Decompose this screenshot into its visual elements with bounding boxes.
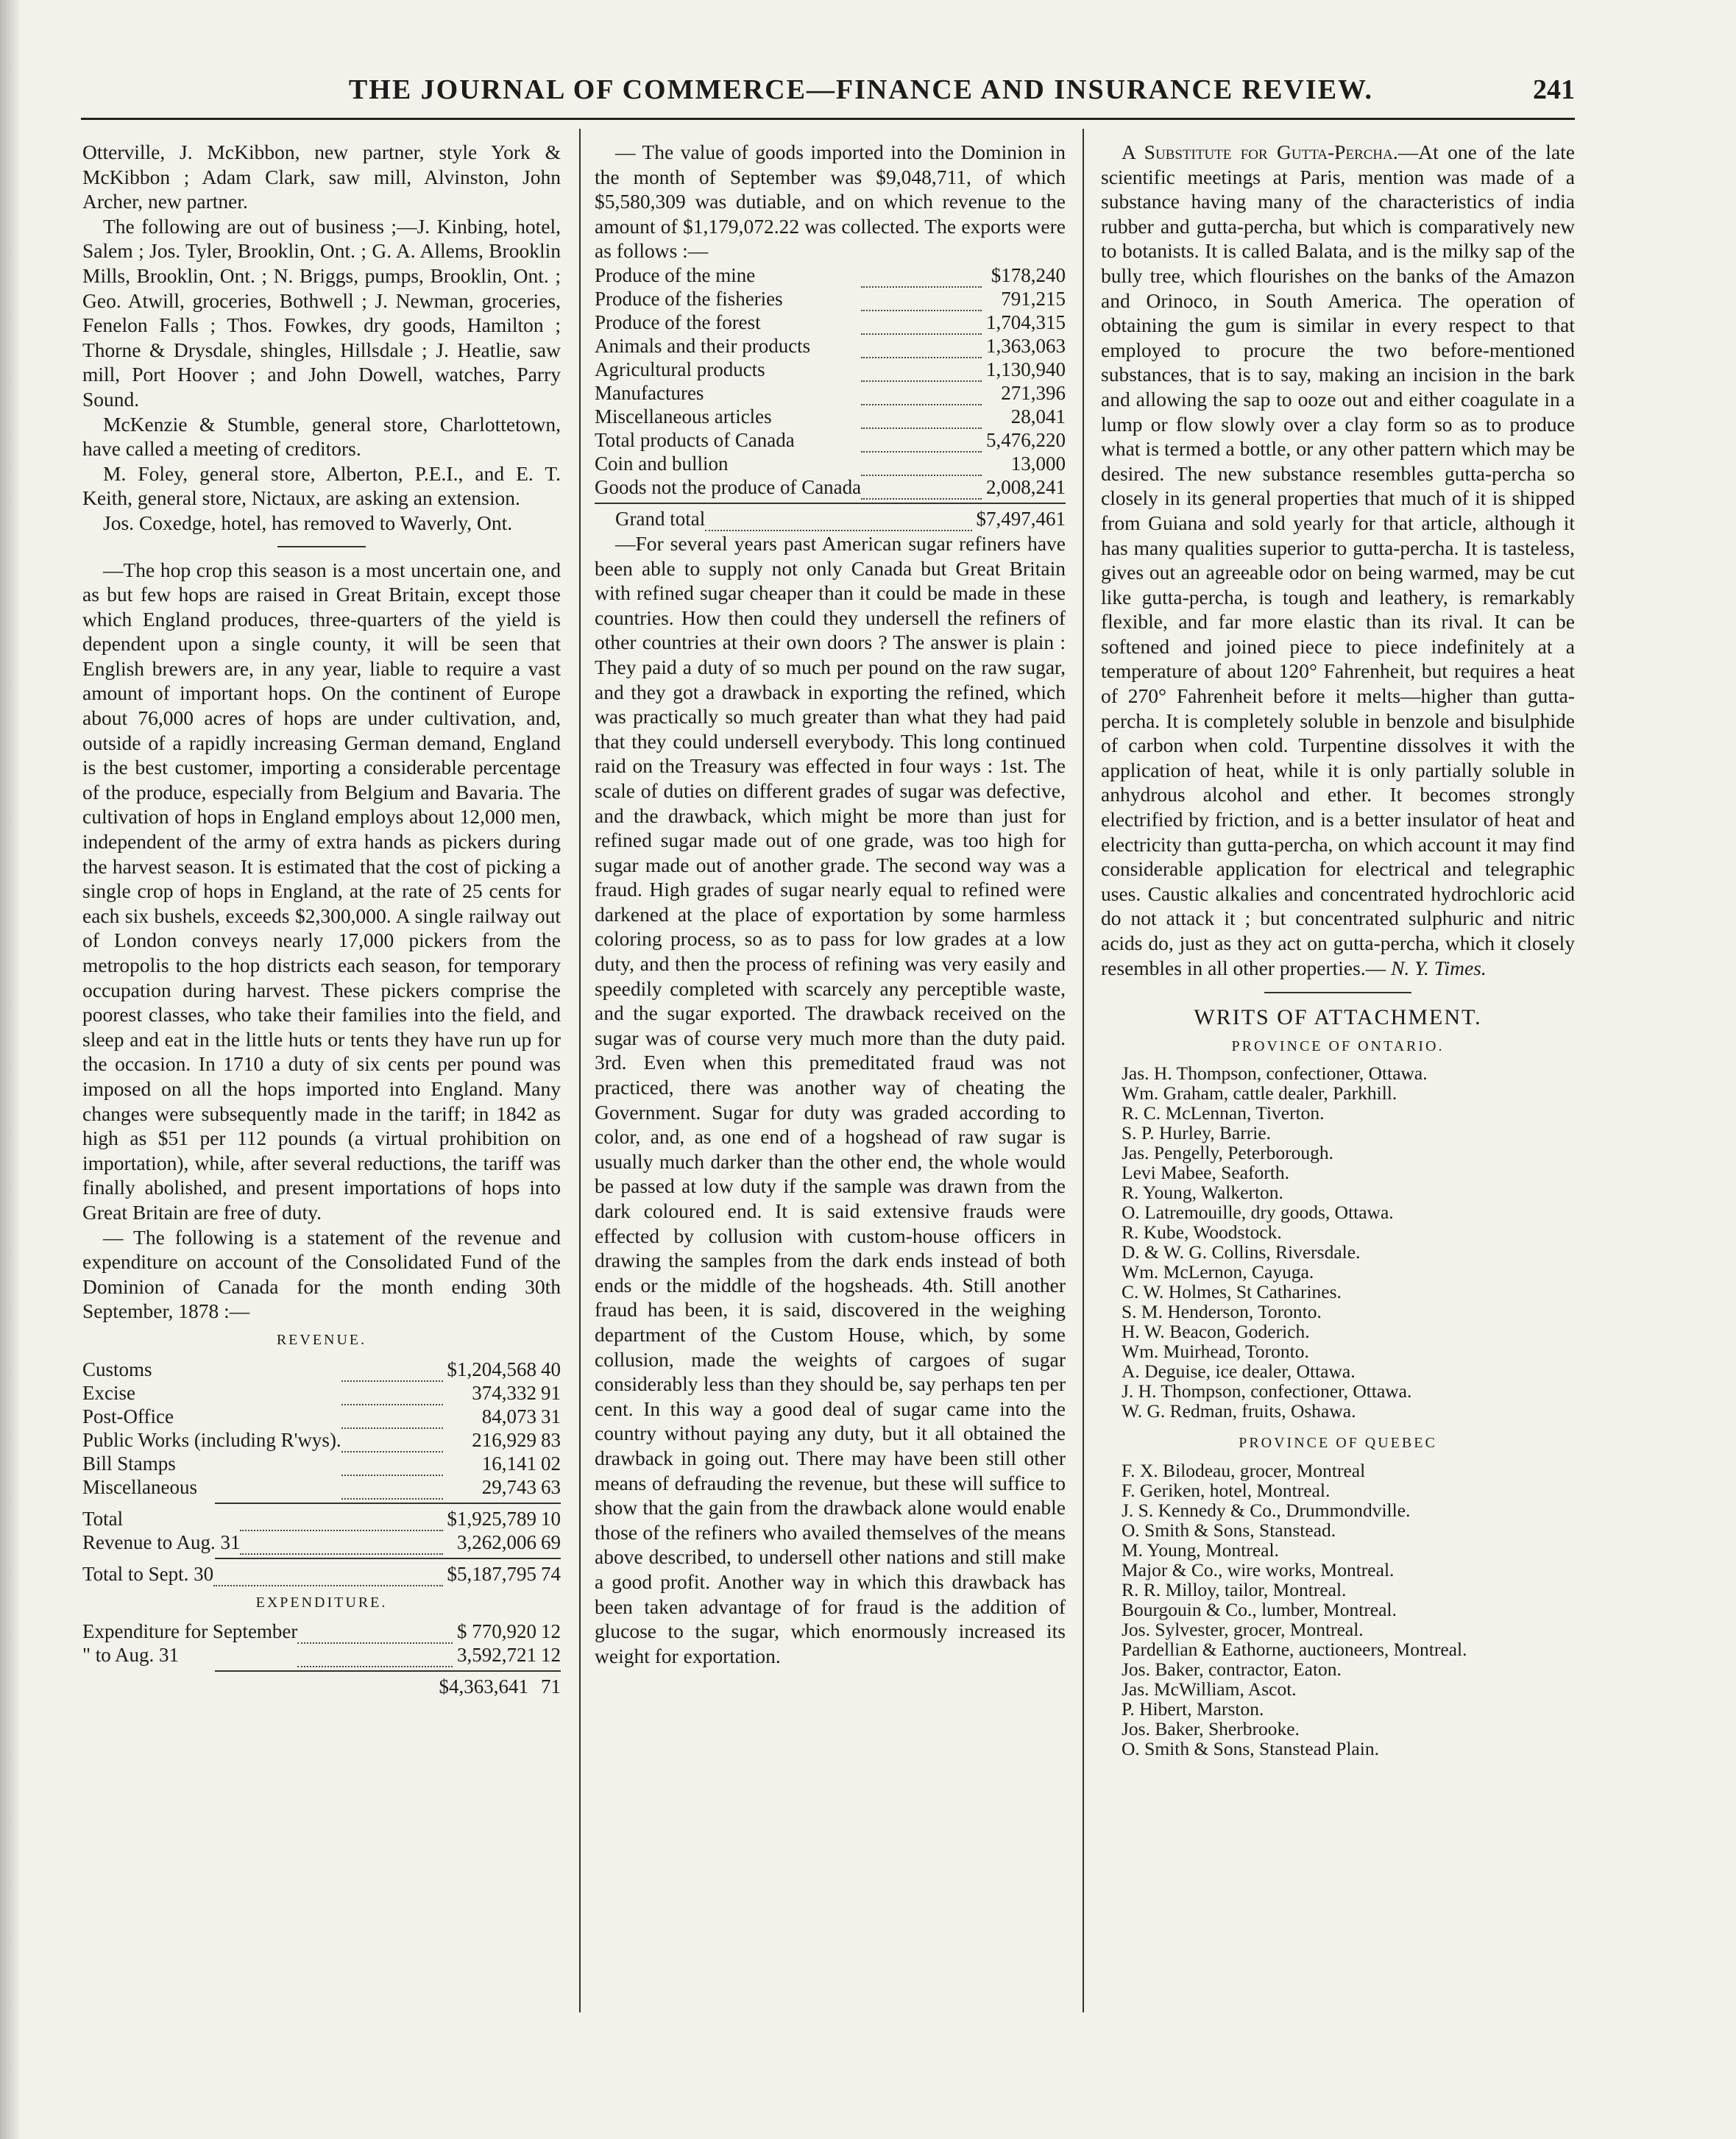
expenditure-total — [82, 1675, 561, 1698]
business-notice-1: Otterville, J. McKibbon, new partner, style York & McKibbon ; Adam Clark, saw mill, Alvinston, John Archer, new partner. — [82, 141, 561, 213]
exports-table — [595, 263, 1066, 500]
article-source: N. Y. Times. — [1391, 956, 1487, 979]
revenue-heading: REVENUE. — [276, 1331, 367, 1348]
column-divider-2 — [1083, 129, 1084, 2012]
table-row: Grand total $7,497,461 — [615, 507, 1066, 530]
list-item: S. M. Henderson, Toronto. — [1122, 1301, 1322, 1323]
ontario-writs-list — [1101, 1063, 1575, 1421]
list-item: Jas. H. Thompson, confectioner, Ottawa. — [1122, 1063, 1428, 1085]
list-item: A. Deguise, ice dealer, Ottawa. — [1122, 1361, 1356, 1383]
business-notice-3: McKenzie & Stumble, general store, Charlottetown, have called a meeting of creditors. — [82, 412, 561, 461]
list-item: D. & W. G. Collins, Riversdale. — [1122, 1241, 1361, 1263]
list-item: R. R. Milloy, tailor, Montreal. — [1122, 1578, 1347, 1600]
table-row: Public Works (including R'wys). 216,929 83 — [82, 1428, 561, 1451]
quebec-heading: PROVINCE OF QUEBEC — [1239, 1435, 1437, 1452]
expenditure-heading: EXPENDITURE. — [255, 1594, 388, 1611]
list-item: R. C. McLennan, Tiverton. — [1122, 1102, 1325, 1124]
hop-crop-article: —The hop crop this season is a most uncertain one, and as but few hops are raised in Great Britain, except those which England produces, three-quarters of the yield is dependent upon a single county, it will be seen that English brewers are, in any year, liable to require a vast amount of important hops. On the continent of Europe about 76,000 acres of hops are under cultivation, and, outside of a rapidly increasing German demand, England is the best customer, importing a considerable percentage of the produce, especially from Belgium and Bavaria. The cultivation of hops in England employs about 12,000 men, independent of the army of extra hands as pickers during the harvest season. It is estimated that the cost of picking a single crop of hops in England, at the rate of 25 cents for each six bushels, exceeds $2,300,000. A single railway out of London conveys nearly 17,000 pickers from the metropolis to the hop districts each season, for temporary occupation during harvest. These pickers comprise the poorest classes, who take their families into the field, and sleep and eat in the little huts or tents they have run up for the occasion. In 1710 a duty of six cents per pound was imposed on all the hops imported into England. Many changes were subsequently made in the tariff; in 1842 as high as $51 per 112 pounds (a virtual prohibition on importation), while, after several reductions, the tariff was finally abolished, and present importations of hops into Great Britain are free of duty. — [82, 558, 561, 1224]
table-row: Total products of Canada 5,476,220 — [595, 428, 1066, 451]
revenue-table — [82, 1358, 561, 1500]
separator — [277, 546, 366, 547]
column-1 — [82, 140, 561, 1698]
expenditure-table — [82, 1620, 561, 1667]
list-item: P. Hibert, Marston. — [1122, 1698, 1264, 1720]
list-item: Wm. McLernon, Cayuga. — [1122, 1261, 1314, 1283]
list-item: Jos. Sylvester, grocer, Montreal. — [1122, 1618, 1364, 1640]
list-item: H. W. Beacon, Goderich. — [1122, 1321, 1310, 1343]
list-item: Jas. McWilliam, Ascot. — [1122, 1678, 1297, 1700]
list-item: M. Young, Montreal. — [1122, 1539, 1279, 1561]
table-row: Coin and bullion 13,000 — [595, 452, 1066, 475]
table-row: Expenditure for September $ 770,920 12 — [82, 1620, 561, 1643]
table-row: Agricultural products 1,130,940 — [595, 358, 1066, 380]
list-item: Bourgouin & Co., lumber, Montreal. — [1122, 1598, 1397, 1620]
total-rule — [595, 503, 1066, 504]
list-item: Wm. Muirhead, Toronto. — [1122, 1341, 1309, 1363]
table-row: " to Aug. 31 3,592,721 12 — [82, 1644, 561, 1667]
separator — [1264, 992, 1411, 993]
column-3 — [1101, 140, 1575, 1759]
list-item: O. Smith & Sons, Stanstead Plain. — [1122, 1737, 1379, 1759]
total-rule — [215, 1558, 561, 1559]
table-row: Total $1,925,789 10 — [82, 1507, 561, 1530]
table-row: Manufactures 271,396 — [595, 381, 1066, 404]
article-lead: A Substitute for Gutta-Percha. — [1122, 141, 1398, 163]
table-row: Miscellaneous articles 28,041 — [595, 405, 1066, 428]
quebec-writs-list — [1101, 1461, 1575, 1759]
list-item: O. Smith & Sons, Stanstead. — [1122, 1519, 1336, 1541]
consolidated-fund-intro: — The following is a statement of the revenue and expenditure on account of the Consolidated Fund of the Dominion of Canada for the month ending 30th September, 1878 :— — [82, 1225, 561, 1323]
article-body: —At one of the late scientific meetings at Paris, mention was made of a substance having many of the characteristics of india rubber and gutta-percha, but which is comparatively new to botanists. It is called Balata, and is the milky sap of the bully tree, which flourishes on the banks of the Amazon and Orinoco, in South America. The operation of obtaining the gum is similar in every respect to that employed to procure the two before-mentioned substances, that is to say, making an incision in the bark and allowing the sap to ooze out and either coagulate in a lump or flow slowly over a clay form so as to produce what is termed a bottle, or any other pattern which may be desired. The new substance resembles gutta-percha so closely in its general properties that much of it is shipped from Guiana and sold yearly for that article, although it has many qualities superior to gutta-percha. It is tasteless, gives out an agreeable odor on being warmed, may be cut like gutta-percha, is tough and leathery, is remarkably flexible, and far more elastic than its rival. It can be softened and joined piece to piece indefinitely at a temperature of about 120° Fahrenheit, but requires a heat of 270° Fahrenheit before it melts—higher than gutta-percha. It is completely soluble in benzole and bisulphide of carbon when cold. Turpentine dissolves it with the application of heat, while it is only partially soluble in anhydrous alcohol and ether. It becomes strongly electrified by friction, and is a better insulator of heat and electricity than gutta-percha, on which account it may find considerable application for electrical and telegraphic uses. Caustic alkalies and concentrated hydrochloric acid do not attack it ; but concentrated sulphuric and nitric acids do, just as they act on gutta-percha, which it closely resembles in all other properties.— — [1101, 141, 1575, 979]
list-item: Pardellian & Eathorne, auctioneers, Montreal. — [1122, 1638, 1467, 1660]
total-rule — [215, 1503, 561, 1504]
column-divider-1 — [579, 129, 581, 2012]
table-row: Total to Sept. 30 $5,187,795 74 — [82, 1562, 561, 1585]
gutta-percha-article — [1101, 140, 1575, 980]
list-item: J. H. Thompson, confectioner, Ottawa. — [1122, 1380, 1412, 1402]
table-row: Bill Stamps 16,141 02 — [82, 1452, 561, 1475]
table-row: Produce of the forest 1,704,315 — [595, 311, 1066, 333]
list-item: Wm. Graham, cattle dealer, Parkhill. — [1122, 1082, 1397, 1104]
table-row: Animals and their products 1,363,063 — [595, 334, 1066, 357]
table-row: Miscellaneous 29,743 63 — [82, 1475, 561, 1498]
writs-heading: WRITS OF ATTACHMENT. — [1194, 1005, 1482, 1030]
list-item: F. X. Bilodeau, grocer, Montreal — [1122, 1459, 1366, 1481]
list-item: Levi Mabee, Seaforth. — [1122, 1162, 1289, 1184]
list-item: F. Geriken, hotel, Montreal. — [1122, 1479, 1331, 1501]
list-item: J. S. Kennedy & Co., Drummondville. — [1122, 1499, 1411, 1521]
list-item: Major & Co., wire works, Montreal. — [1122, 1558, 1395, 1581]
business-notice-2: The following are out of business ;—J. Kinbing, hotel, Salem ; Jos. Tyler, Brooklin, Ont. ; G. A. Allems, Brooklin Mills, Brooklin, Ont. ; N. Briggs, pumps, Brooklin, Ont. ; Geo. Atwill, groceries, Bothwell ; J. Newman, groceries, Fenelon Falls ; Thos. Fowkes, dry goods, Hamilton ; Thorne & Drysdale, shingles, Hillsdale ; J. Heatlie, saw mill, Port Hoover ; and John Dowell, watches, Parry Sound. — [82, 214, 561, 411]
total-to-sept — [82, 1562, 561, 1586]
journal-title: THE JOURNAL OF COMMERCE—FINANCE AND INSURANCE REVIEW. — [348, 74, 1374, 105]
business-notice-5: Jos. Coxedge, hotel, has removed to Waverly, Ont. — [103, 511, 513, 534]
ontario-heading: PROVINCE OF ONTARIO. — [1231, 1037, 1445, 1054]
total-rule — [215, 1670, 561, 1672]
table-row: $4,363,641 71 — [439, 1675, 561, 1698]
list-item: S. P. Hurley, Barrie. — [1122, 1122, 1272, 1144]
imports-paragraph: — The value of goods imported into the Dominion in the month of September was $9,048,711, of which $5,580,309 was dutiable, and on which revenue to the amount of $1,179,072.22 was collected. The exports were as follows :— — [595, 141, 1066, 263]
table-row: Post-Office 84,073 31 — [82, 1405, 561, 1427]
list-item: R. Young, Walkerton. — [1122, 1182, 1283, 1204]
column-2 — [595, 140, 1066, 1668]
list-item: C. W. Holmes, St Catharines. — [1122, 1281, 1342, 1303]
table-row: Revenue to Aug. 31 3,262,006 69 — [82, 1530, 561, 1553]
list-item: Jos. Baker, contractor, Eaton. — [1122, 1658, 1342, 1680]
table-row: Excise 374,332 91 — [82, 1381, 561, 1404]
list-item: O. Latremouille, dry goods, Ottawa. — [1122, 1202, 1394, 1224]
header-rule — [81, 118, 1575, 120]
table-row: Goods not the produce of Canada 2,008,241 — [595, 475, 1066, 498]
table-row: Customs $1,204,568 40 — [82, 1358, 561, 1380]
business-notice-4: M. Foley, general store, Alberton, P.E.I., and E. T. Keith, general store, Nictaux, are asking an extension. — [82, 461, 561, 510]
table-row: Produce of the fisheries 791,215 — [595, 287, 1066, 310]
revenue-totals — [82, 1507, 561, 1555]
list-item: Jas. Pengelly, Peterborough. — [1122, 1142, 1334, 1164]
table-row: Produce of the mine $178,240 — [595, 263, 1066, 286]
list-item: W. G. Redman, fruits, Oshawa. — [1122, 1400, 1356, 1422]
list-item: R. Kube, Woodstock. — [1122, 1221, 1282, 1244]
list-item: Jos. Baker, Sherbrooke. — [1122, 1717, 1300, 1739]
exports-grand-total — [595, 507, 1066, 531]
page-number: 241 — [1533, 74, 1575, 105]
scan-edge-shadow — [0, 0, 19, 2139]
sugar-refiners-article: —For several years past American sugar refiners have been able to supply not only Canada but Great Britain with refined sugar cheaper than it could be made in these countries. How then could they undersell the refiners of other countries at their own doors ? The answer is plain : They paid a duty of so much per pound on the raw sugar, and they got a drawback in exporting the refined, which was practically so much greater than what they had paid that they could undersell everybody. This long continued raid on the Treasury was effected in four ways : 1st. The scale of duties on different grades of sugar was defective, and the drawback, which might be more than just for refined sugar made out of one grade, was too high for sugar made out of another grade. The second way was a fraud. High grades of sugar nearly equal to refined were darkened at the place of exportation by some harmless coloring process, so as to pass for low grades at a low duty, and then the process of refining was very easily and speedily completed with scarcely any perceptible waste, and the sugar exported. The drawback received on the sugar was of course very much more than the duty paid. 3rd. Even when this premeditated fraud was not practiced, there was another way of cheating the Government. Sugar for duty was graded according to color, and, as one end of a hogshead of raw sugar is usually much darker than the other end, the whole would be passed at low duty if the sample was drawn from the dark coloured end. It is said extensive frauds were effected by collusion with custom-house officers in drawing the samples from the dark ends instead of both ends or the middle of the hogsheads. 4th. Still another fraud has been, it is said, discovered in the weighing department of the Custom House, which, by some collusion, made the weights of cargoes of sugar considerably less than they should be, say perhaps ten per cent. In this way a good deal of sugar came into the country without paying any duty, but it all obtained the drawback in going out. There may have been still other means of defrauding the revenue, but these will suffice to show that the gain from the drawback alone would enable those of the refiners who availed themselves of the means above described, to undersell other nations and still make a good profit. Another way in which this drawback has been taken advantage of for fraud is the addition of glucose to the sugar, which enormously increased its weight for exportation. — [595, 531, 1066, 1667]
